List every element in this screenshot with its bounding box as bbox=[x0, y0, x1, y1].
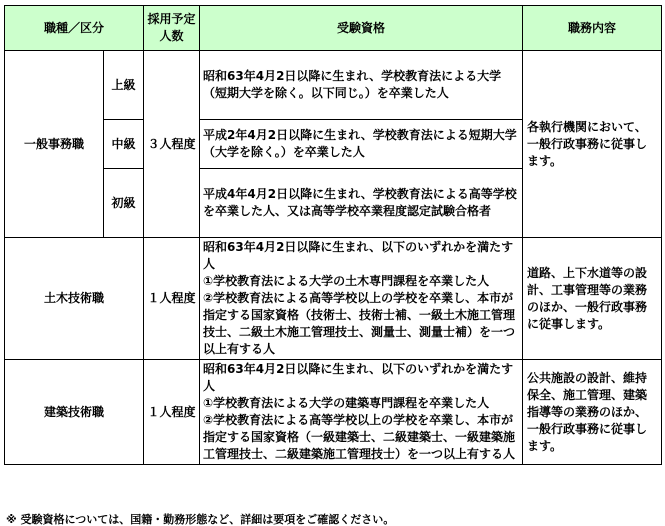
qualification-middle: 平成2年4月2日以降に生まれ、学校教育法による短期大学（大学を除く。）を卒業した人 bbox=[200, 120, 523, 169]
level-lower: 初級 bbox=[104, 169, 144, 238]
job-arch-name: 建築技術職 bbox=[5, 360, 144, 465]
footnote: ※ 受験資格については、国籍・勤務形態など、詳細は要項をご確認ください。 bbox=[6, 513, 395, 526]
duties-general: 各執行機関において、一般行政事務に従事します。 bbox=[523, 51, 662, 238]
header-duties: 職務内容 bbox=[523, 6, 662, 51]
qualification-lower: 平成4年4月2日以降に生まれ、学校教育法による高等学校を卒業した人、又は高等学校卒業程度認定試験合格者 bbox=[200, 169, 523, 238]
job-civil-name: 土木技術職 bbox=[5, 238, 144, 360]
header-planned: 採用予定人数 bbox=[144, 6, 200, 51]
job-general-name: 一般事務職 bbox=[5, 51, 104, 238]
header-category: 職種／区分 bbox=[5, 6, 144, 51]
qualification-arch: 昭和63年4月2日以降に生まれ、以下のいずれかを満たす人 ①学校教育法による大学の建築専門課程を卒業した人 ②学校教育法による高等学校以上の学校を卒業し、本市が指定する国家資格（一級建築士、二級建築士、一級建築施工管理技士、二級建築施工管理技士）を一つ以上有する人 bbox=[200, 360, 523, 465]
row-general-upper bbox=[5, 51, 662, 120]
planned-general: ３人程度 bbox=[144, 51, 200, 238]
level-upper: 上級 bbox=[104, 51, 144, 120]
planned-arch: １人程度 bbox=[144, 360, 200, 465]
level-middle: 中級 bbox=[104, 120, 144, 169]
duties-arch: 公共施設の設計、維持保全、施工管理、建築指導等の業務のほか、一般行政事務に従事します。 bbox=[523, 360, 662, 465]
row-arch bbox=[5, 360, 662, 465]
duties-civil: 道路、上下水道等の設計、工事管理等の業務のほか、一般行政事務に従事します。 bbox=[523, 238, 662, 360]
planned-civil: １人程度 bbox=[144, 238, 200, 360]
header-qualification: 受験資格 bbox=[200, 6, 523, 51]
row-civil bbox=[5, 238, 662, 360]
header-row bbox=[5, 6, 662, 51]
qualification-upper: 昭和63年4月2日以降に生まれ、学校教育法による大学（短期大学を除く。以下同じ。）を卒業した人 bbox=[200, 51, 523, 120]
qualification-civil: 昭和63年4月2日以降に生まれ、以下のいずれかを満たす人 ①学校教育法による大学の土木専門課程を卒業した人 ②学校教育法による高等学校以上の学校を卒業し、本市が指定する国家資格（技術士、技術士補、一級土木施工管理技士、二級土木施工管理技士、測量士、測量士補）を一つ以上有する人 bbox=[200, 238, 523, 360]
recruitment-table bbox=[4, 5, 662, 465]
